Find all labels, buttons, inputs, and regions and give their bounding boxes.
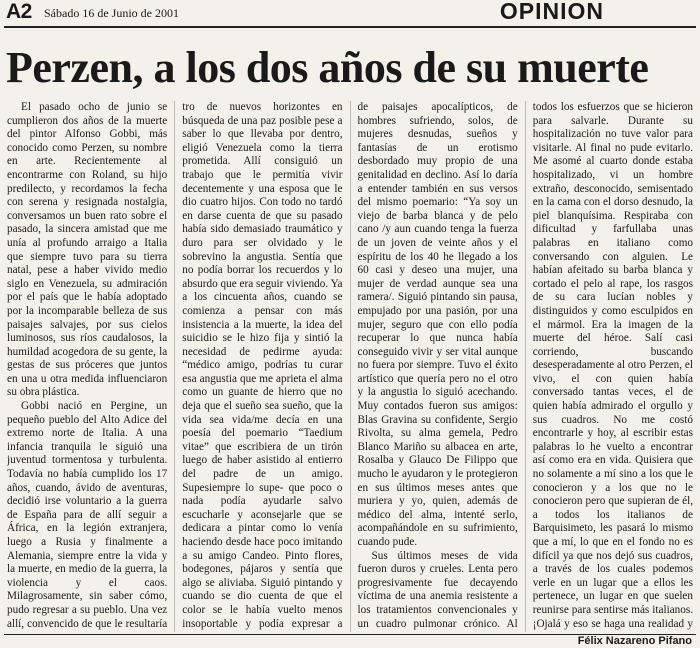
header-rule [4,26,696,28]
paragraph: tro de nuevos horizontes en búsqueda de una paz posible pese a saber lo que llevaba por dentro, eligió Venezuela como la tierra prometida. Allí consiguió un trabajo que le permitía vivir decentemente y una esposa que le dio cuatro hijos. Con todo no tardó en darse cuenta de que su pasado había sido demasiado traumático y duro para ser olvidado y le sobrevino la angustia. Sentía que no podía borrar los recuerdos y lo absurdo que era seguir viviendo. Ya a los cincuenta años, cuando se comienza a pensar con más insistencia a la muerte, la idea del suicidio se le hizo fija y sintió la necesidad de pedirme ayuda: “médico amigo, podrías tu curar esa angustia que me aprieta el alma como un guante de hierro que no deja que el sueño sea sueño, que la vida sea vida/me decía en una poesía del poemario “Taedium vitae” que escribiera de un tirón luego de haber asistido al entierro del padre de un amigo. Supesiempre lo supe- que poco o nada podía ayudarle salvo escucharle y aconsejarle que se dedicara a pintar como lo venía haciendo desde hace poco imitando a su amigo Candeo. Pinto flores, bodegones, pájaros y sentía que algo se aliviaba. Siguió pintando y cuando se dio cuenta de que el color se le había vuelto menos insoportable y podía expresar a [182,101,343,630]
column-divider [174,101,175,632]
column-divider [525,101,526,632]
article-column-2 [182,101,342,632]
page-number: A2 [6,0,32,23]
article-column-4 [533,101,693,632]
paragraph: Gobbi nació en Pergine, un pequeño pueblo del Alto Adice del extremo norte de Italia. A una infancia tranquila le siguió una juventud tormentosa y turbulenta. Todavía no había cumplido los 17 años, cuando, ávido de aventuras, decidió irse voluntario a la guerra de España para de allí seguir a África, en la legión extranjera, luego a Rusia y finalmente a Alemania, siempre entre la vida y la muerte, en medio de la guerra, la violencia y el caos. Milagrosamente, sin saber cómo, pudo regresar a su pueblo. Una vez allí, convencido de que le resultaría [7,400,168,630]
paragraph: El pasado ocho de junio se cumplieron dos años de la muerte del pintor Alfonso Gobbi, más conocido como Perzen, su nombre en arte. Recientemente al encontrarme con Roland, su hijo predilecto, y recordamos la fecha con serena y resignada nostalgia, conversamos un buen rato sobre el pasado, la sincera amistad que me unía al profundo arraigo a Italia que siempre tuvo para su tierra natal, pese a haber vivido medio siglo en Venezuela, su admiración por el país que le había adoptado por la incomparable belleza de sus paisajes salvajes, por sus cielos luminosos, sus ríos caudalosos, la humildad acogedora de su gente, la gestas de sus próceres que juntos en una u otra medida influenciaron su obra plástica. [7,101,168,399]
article-column-3 [358,101,518,632]
author-byline: Félix Nazareno Pifano [577,635,692,647]
section-title: OPINION [499,0,604,24]
article-body [7,101,693,632]
article-headline: Perzen, a los dos años de su muerte [6,43,649,92]
paragraph: de paisajes apocalípticos, de hombres sufriendo, solos, de mujeres desnudas, sueños y fantasías de un erotismo desbordado muy propio de una genitalidad en declino. Así lo daría a entender también en sus versos del mismo poemario: “Ya soy un viejo de barba blanca y de pelo cano /y aun cuando tenga la fuerza de un joven de veinte años y el espíritu de los 40 he llegado a los 60 casi y deseo una mujer, una mujer de verdad aunque sea una ramera/. Siguió pintando sin pausa, empujado por una pasión, por una mujer, seguro que con ello podía recuperar lo que nunca había conseguido vivir y ser vital aunque no fuera por siempre. Tuvo el éxito artístico que quería pero no el otro y la angustia lo siguió acechando. Muy contados fueron sus amigos: Blas Gravina su confidente, Sergio Rivolta, su alma gemela, Pedro Blanco Mariño su albacea en arte, Rosalba y Glauco De Filippo que mucho le ayudaron y le protegieron en sus últimos meses antes que muriera y yo, quien, además de médico del alma, intenté serlo, acompañándole en su sufrimiento, cuando pude. [357,101,518,548]
column-divider [350,101,351,632]
issue-date: Sábado 16 de Junio de 2001 [44,6,179,20]
page-header [4,0,696,26]
paragraph: todos los esfuerzos que se hicieron para salvarle. Durante su hospitalización no tuve valor para visitarle. Al final no pude evitarlo. Me asomé al cuarto donde estaba hospitalizado, vi un hombre extraño, desconocido, semisentado en la cama con el dorso desnudo, la piel blanquísima. Respiraba con dificultad y farfullaba unas palabras en italiano como conversando con alguien. Le habían afeitado su barba blanca y cortado el pelo al rape, los rasgos de su cara lucían nobles y distinguidos y como esculpidos en el mármol. Era la imagen de la muerte del héroe. Salí casi corriendo, buscando desesperadamente al otro Perzen, el vivo, el con quien había conversado tantas veces, el de quien había admirado el orgullo y sus cuadros. No me costó encontrarle y hoy, al escribir estas palabras lo he vuelto a encontrar así como era en vida. Quisiera que no solamente a mí sino a los que le conocieron y a los que no le conocieron pero que supieran de él, a todos los italianos de Barquisimeto, les pasará lo mismo que a mí, lo que en el fondo no es difícil ya que nos dejó sus cuadros, a través de los cuales podemos verle en un lugar que a ellos les pertenece, un lugar en que suelen reunirse para sentirse más italianos.¡Ojalá y eso se haga una realidad y [532,101,693,630]
paragraph: Sus últimos meses de vida fueron duros y crueles. Lenta pero progresivamente fue decayendo víctima de una anemia resistente a los tratamientos convencionales y un cuadro pulmonar crónico. Al [357,549,518,630]
article-column-1 [7,101,167,632]
